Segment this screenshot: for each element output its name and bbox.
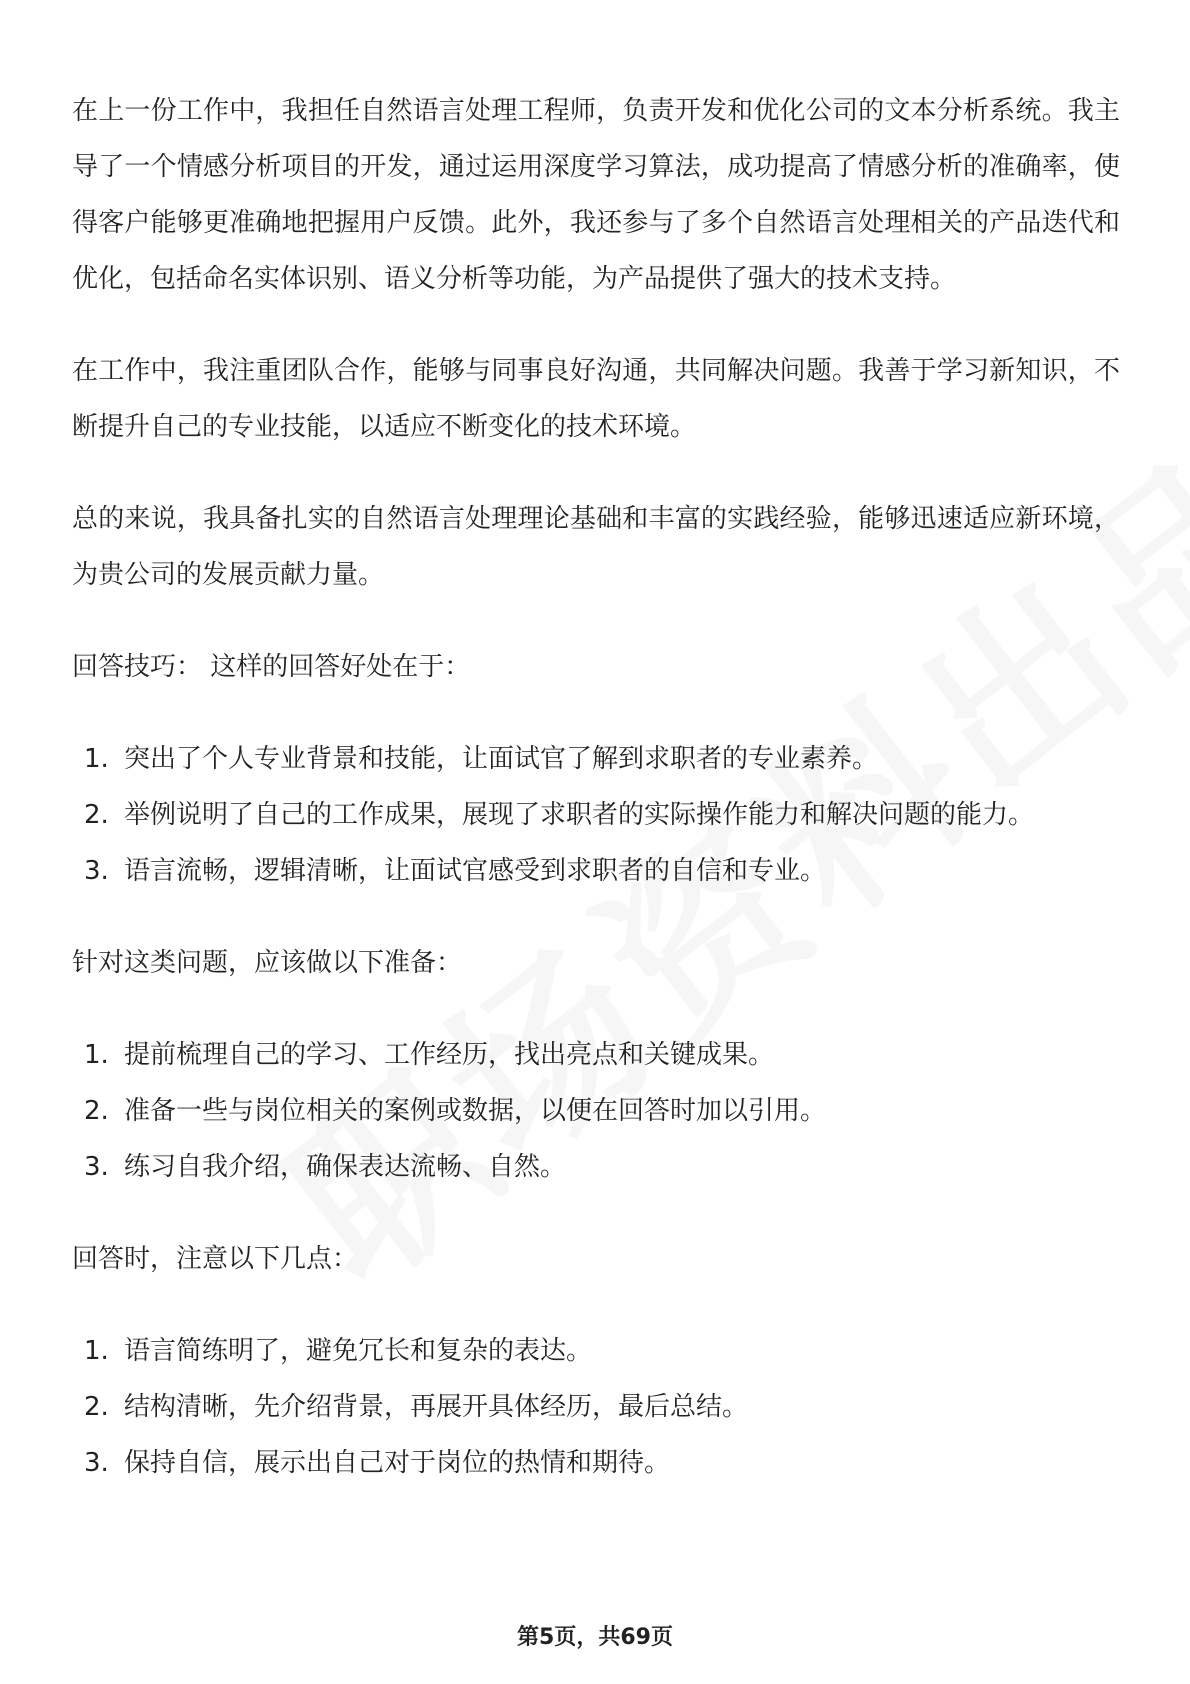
list-item-text: 突出了个人专业背景和技能，让面试官了解到求职者的专业素养。	[124, 744, 879, 774]
list-item-text: 提前梳理自己的学习、工作经历，找出亮点和关键成果。	[124, 1040, 775, 1070]
notes-heading: 回答时，注意以下几点：	[72, 1244, 359, 1274]
list-number: 3.	[84, 1448, 109, 1478]
notes-list	[72, 1323, 1120, 1491]
prep-heading: 针对这类问题，应该做以下准备：	[72, 948, 463, 978]
list-item-text: 结构清晰，先介绍背景，再展开具体经历，最后总结。	[124, 1392, 749, 1422]
paragraph-teamwork: 在工作中，我注重团队合作，能够与同事良好沟通，共同解决问题。我善于学习新知识，不断提升自己的专业技能，以适应不断变化的技术环境。	[72, 356, 1120, 442]
tips-heading: 回答技巧： 这样的回答好处在于：	[72, 652, 471, 682]
list-item	[72, 1379, 1120, 1435]
list-item	[72, 1083, 1120, 1139]
list-item	[72, 731, 1120, 787]
list-item	[72, 843, 1120, 899]
list-number: 2.	[84, 1392, 109, 1422]
tips-list	[72, 731, 1120, 899]
list-item	[72, 1323, 1120, 1379]
list-number: 3.	[84, 1152, 109, 1182]
list-number: 3.	[84, 856, 109, 886]
list-item	[72, 1027, 1120, 1083]
list-item-text: 练习自我介绍，确保表达流畅、自然。	[124, 1152, 567, 1182]
list-item-text: 语言简练明了，避免冗长和复杂的表达。	[124, 1336, 593, 1366]
document-body	[72, 83, 1120, 1527]
list-number: 1.	[84, 744, 109, 774]
list-item	[72, 787, 1120, 843]
list-item-text: 准备一些与岗位相关的案例或数据，以便在回答时加以引用。	[124, 1096, 827, 1126]
list-item	[72, 1139, 1120, 1195]
prep-list	[72, 1027, 1120, 1195]
list-number: 1.	[84, 1040, 109, 1070]
list-item-text: 举例说明了自己的工作成果，展现了求职者的实际操作能力和解决问题的能力。	[124, 800, 1035, 830]
paragraph-summary: 总的来说，我具备扎实的自然语言处理理论基础和丰富的实践经验，能够迅速适应新环境，为贵公司的发展贡献力量。	[72, 504, 1120, 590]
list-number: 1.	[84, 1336, 109, 1366]
list-number: 2.	[84, 1096, 109, 1126]
list-item-text: 语言流畅，逻辑清晰，让面试官感受到求职者的自信和专业。	[124, 856, 827, 886]
list-item	[72, 1435, 1120, 1491]
list-number: 2.	[84, 800, 109, 830]
page-number: 第5页，共69页	[517, 1625, 673, 1650]
list-item-text: 保持自信，展示出自己对于岗位的热情和期待。	[124, 1448, 671, 1478]
paragraph-work-experience: 在上一份工作中，我担任自然语言处理工程师，负责开发和优化公司的文本分析系统。我主导了一个情感分析项目的开发，通过运用深度学习算法，成功提高了情感分析的准确率，使得客户能够更准确地把握用户反馈。此外，我还参与了多个自然语言处理相关的产品迭代和优化，包括命名实体识别、语义分析等功能，为产品提供了强大的技术支持。	[72, 96, 1120, 294]
